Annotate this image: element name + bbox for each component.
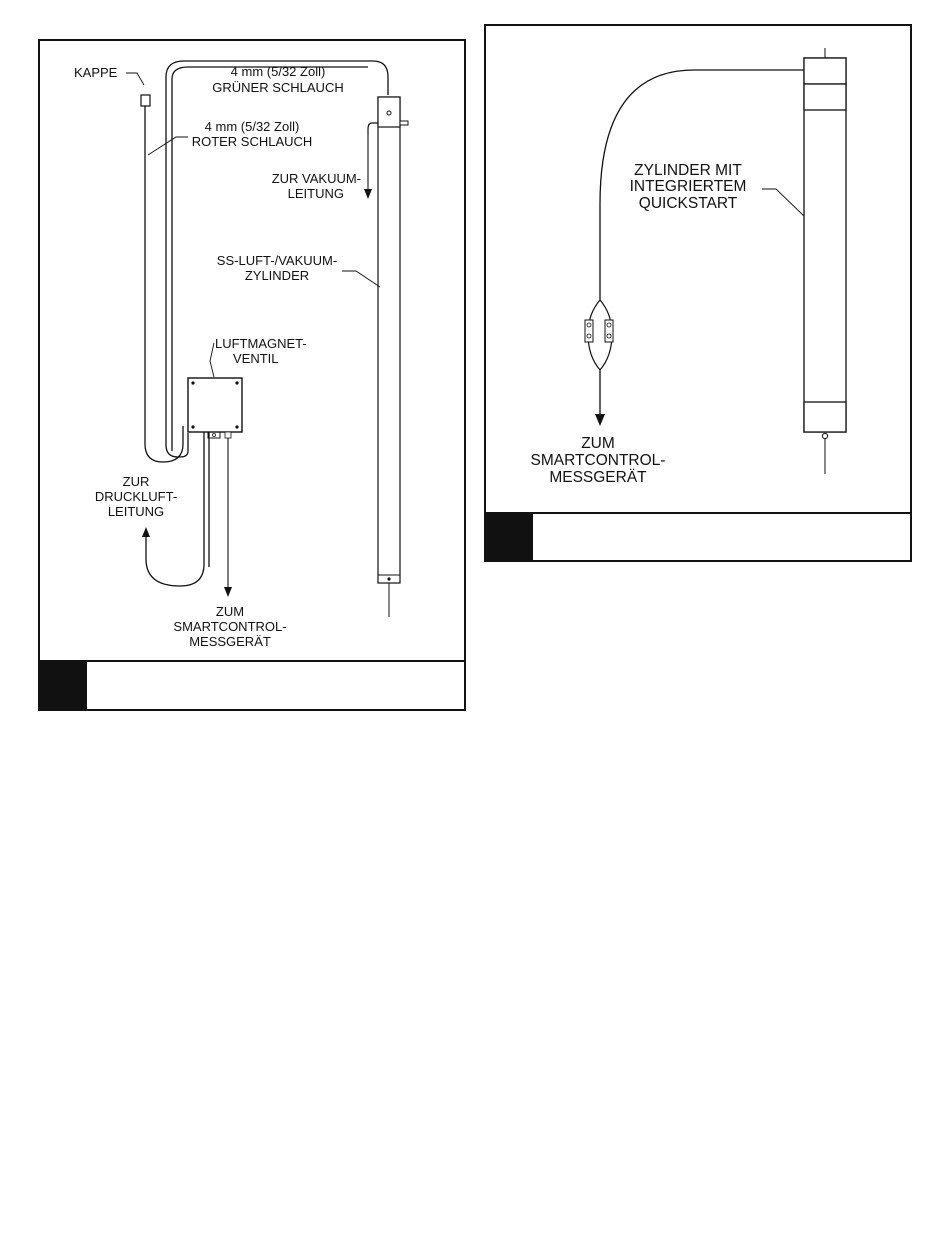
valve-screw	[235, 381, 238, 384]
valve-screw	[191, 425, 194, 428]
quickstart-cylinder-body	[804, 58, 846, 432]
valve-screw	[191, 381, 194, 384]
label-vacuum-2: LEITUNG	[287, 186, 344, 201]
label-quickstart-3: QUICKSTART	[638, 195, 738, 212]
cylinder-head	[378, 97, 400, 127]
label-valve-2: VENTIL	[233, 351, 279, 366]
figure-2-quickstart-cylinder	[484, 24, 912, 562]
solenoid-valve	[188, 378, 242, 432]
label-vacuum-1: ZUR VAKUUM-	[271, 171, 361, 186]
label-quickstart-1: ZYLINDER MIT	[634, 162, 742, 179]
cylinder-side-stub	[400, 121, 408, 125]
label-cylinder-2: ZYLINDER	[244, 268, 310, 283]
label-meter-3: MESSGERÄT	[189, 634, 271, 649]
figure-1-number-box	[39, 661, 87, 710]
cylinder-end-bolt	[387, 577, 390, 580]
label-valve-1: LUFTMAGNET-	[215, 336, 307, 351]
label-meter-2: SMARTCONTROL-	[173, 619, 287, 634]
figure-1-diagram	[38, 39, 466, 711]
valve-fitting	[225, 432, 231, 438]
label-air-2: DRUCKLUFT-	[94, 489, 178, 504]
label-air-3: LEITUNG	[107, 504, 165, 519]
figure-1-air-vacuum-cylinder	[38, 39, 466, 711]
label-red-tube-1: 4 mm (5/32 Zoll)	[204, 119, 300, 134]
label-air-1: ZUR	[122, 474, 150, 489]
label-meter-1: ZUM	[581, 435, 615, 452]
label-quickstart-2: INTEGRIERTEM	[629, 178, 747, 195]
label-meter-2: SMARTCONTROL-	[530, 452, 666, 469]
label-green-tube-1: 4 mm (5/32 Zoll)	[230, 64, 326, 79]
label-red-tube-2: ROTER SCHLAUCH	[191, 134, 313, 149]
cylinder-body	[378, 97, 400, 583]
figure-2-number-box	[485, 513, 533, 561]
label-kappe: KAPPE	[74, 65, 118, 80]
label-meter-3: MESSGERÄT	[549, 469, 647, 486]
cap	[141, 95, 150, 106]
label-cylinder-1: SS-LUFT-/VAKUUM-	[216, 253, 338, 268]
valve-screw	[235, 425, 238, 428]
cylinder-top-band	[804, 84, 846, 110]
label-green-tube-2: GRÜNER SCHLAUCH	[212, 80, 344, 95]
cylinder-bottom-band	[804, 402, 846, 432]
label-meter-1: ZUM	[215, 604, 245, 619]
figure-2-diagram	[484, 24, 912, 562]
cylinder-top-cap	[804, 58, 846, 84]
